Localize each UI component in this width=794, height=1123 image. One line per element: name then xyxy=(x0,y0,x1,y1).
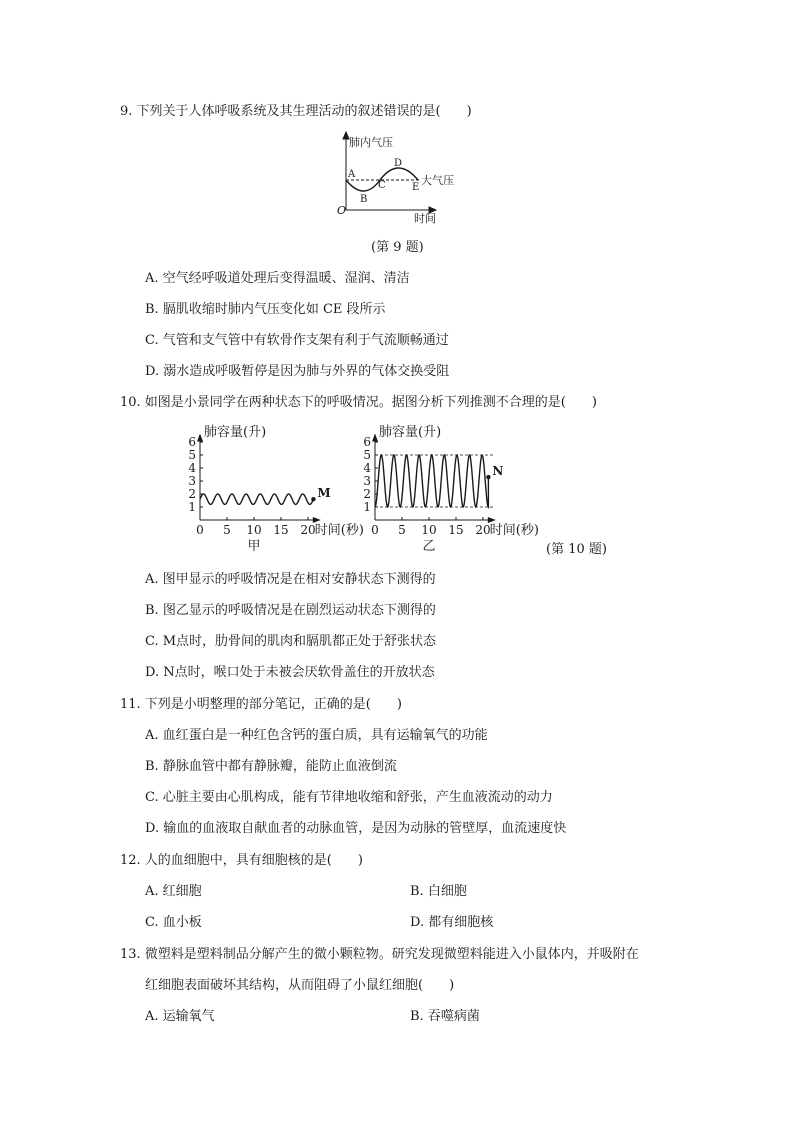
yi-ylabel: 肺容量(升) xyxy=(379,425,442,440)
q12-stem: 12. 人的血细胞中，具有细胞核的是( ) xyxy=(120,853,363,868)
q9-reference-label: 大气压 xyxy=(421,174,454,187)
yi-xlabel: 时间(秒) xyxy=(489,523,539,538)
yi-ytick-label-1: 1 xyxy=(363,500,371,514)
jia-xlabel: 时间(秒) xyxy=(314,523,364,538)
jia-ytick-label-4: 4 xyxy=(188,461,196,475)
yi-xtick-label-10: 10 xyxy=(421,523,437,537)
q9-stem: 9. 下列关于人体呼吸系统及其生理活动的叙述错误的是( ) xyxy=(120,104,472,119)
jia-xtick-label-5: 5 xyxy=(223,523,231,537)
jia-xtick-label-20: 20 xyxy=(300,523,316,537)
yi-y-arrow xyxy=(372,434,378,442)
yi-end-point xyxy=(486,475,490,479)
q9-point-d: D xyxy=(394,158,403,169)
jia-volume-curve xyxy=(200,494,313,504)
q9-xlabel: 时间 xyxy=(414,212,436,225)
jia-ytick-label-2: 2 xyxy=(188,487,196,501)
jia-xtick-label-0: 0 xyxy=(196,523,204,537)
jia-ylabel: 肺容量(升) xyxy=(204,425,267,440)
q10-caption: (第 10 题) xyxy=(546,542,607,557)
q9-option-b: B. 膈肌收缩时肺内气压变化如 CE 段所示 xyxy=(145,302,386,317)
q10-chart-yi xyxy=(355,420,545,555)
q9-point-e: E xyxy=(412,182,420,193)
yi-xtick-label-15: 15 xyxy=(448,523,464,537)
q10-option-c: C. M点时，肋骨间的肌肉和膈肌都正处于舒张状态 xyxy=(145,634,437,649)
q9-origin: O xyxy=(337,204,347,217)
jia-ytick-label-5: 5 xyxy=(188,448,196,462)
q13-stem-line2: 红细胞表面破坏其结构，从而阻碍了小鼠红细胞( ) xyxy=(145,978,455,993)
jia-xtick-label-10: 10 xyxy=(246,523,262,537)
jia-marker-label: M xyxy=(317,486,331,501)
jia-xtick-label-15: 15 xyxy=(273,523,289,537)
q11-option-a: A. 血红蛋白是一种红色含钙的蛋白质，具有运输氧气的功能 xyxy=(145,728,488,743)
jia-end-point xyxy=(311,497,315,501)
q9-option-d: D. 溺水造成呼吸暂停是因为肺与外界的气体交换受阻 xyxy=(145,364,450,379)
q9-point-a: A xyxy=(348,169,356,180)
q13-option-b: B. 吞噬病菌 xyxy=(410,1009,480,1024)
q9-option-c: C. 气管和支气管中有软骨作支架有利于气流顺畅通过 xyxy=(145,333,449,348)
q10-chart-jia xyxy=(180,420,370,555)
yi-ytick-label-5: 5 xyxy=(363,448,371,462)
yi-xtick-label-20: 20 xyxy=(475,523,491,537)
jia-y-arrow xyxy=(197,434,203,442)
q9-point-b: B xyxy=(360,194,368,205)
yi-xtick-label-0: 0 xyxy=(371,523,379,537)
q12-option-b: B. 白细胞 xyxy=(410,884,467,899)
q11-stem: 11. 下列是小明整理的部分笔记，正确的是( ) xyxy=(120,697,402,712)
yi-ytick-label-2: 2 xyxy=(363,487,371,501)
jia-ytick-label-6: 6 xyxy=(188,435,196,449)
yi-ytick-label-3: 3 xyxy=(363,474,371,488)
q10-option-b: B. 图乙显示的呼吸情况是在剧烈运动状态下测得的 xyxy=(145,603,436,618)
yi-ytick-label-4: 4 xyxy=(363,461,371,475)
q11-option-c: C. 心脏主要由心肌构成，能有节律地收缩和舒张，产生血液流动的动力 xyxy=(145,790,553,805)
q13-stem-line1: 13. 微塑料是塑料制品分解产生的微小颗粒物。研究发现微塑料能进入小鼠体内，并吸附在 xyxy=(120,947,639,962)
q12-option-d: D. 都有细胞核 xyxy=(410,915,494,930)
q9-pressure-figure xyxy=(334,130,474,225)
jia-panel-label: 甲 xyxy=(247,539,261,554)
q13-option-a: A. 运输氧气 xyxy=(145,1009,215,1024)
q9-ylabel: 肺内气压 xyxy=(349,136,393,149)
q12-option-c: C. 血小板 xyxy=(145,915,202,930)
q10-option-d: D. N点时，喉口处于未被会厌软骨盖住的开放状态 xyxy=(145,665,435,680)
yi-xtick-label-5: 5 xyxy=(398,523,406,537)
q11-option-b: B. 静脉血管中都有静脉瓣，能防止血液倒流 xyxy=(145,759,397,774)
q9-option-a: A. 空气经呼吸道处理后变得温暖、湿润、清洁 xyxy=(145,271,410,286)
q11-option-d: D. 输血的血液取自献血者的动脉血管，是因为动脉的管壁厚，血流速度快 xyxy=(145,821,567,836)
jia-ytick-label-1: 1 xyxy=(188,500,196,514)
q12-option-a: A. 红细胞 xyxy=(145,884,202,899)
q10-stem: 10. 如图是小景同学在两种状态下的呼吸情况。据图分析下列推测不合理的是( ) xyxy=(120,395,597,410)
yi-volume-curve xyxy=(375,455,488,507)
jia-ytick-label-3: 3 xyxy=(188,474,196,488)
q9-caption: (第 9 题) xyxy=(371,240,424,255)
yi-ytick-label-6: 6 xyxy=(363,435,371,449)
yi-marker-label: N xyxy=(492,464,504,479)
q9-point-c: C xyxy=(378,180,386,191)
q10-option-a: A. 图甲显示的呼吸情况是在相对安静状态下测得的 xyxy=(145,572,436,587)
yi-panel-label: 乙 xyxy=(422,539,436,554)
